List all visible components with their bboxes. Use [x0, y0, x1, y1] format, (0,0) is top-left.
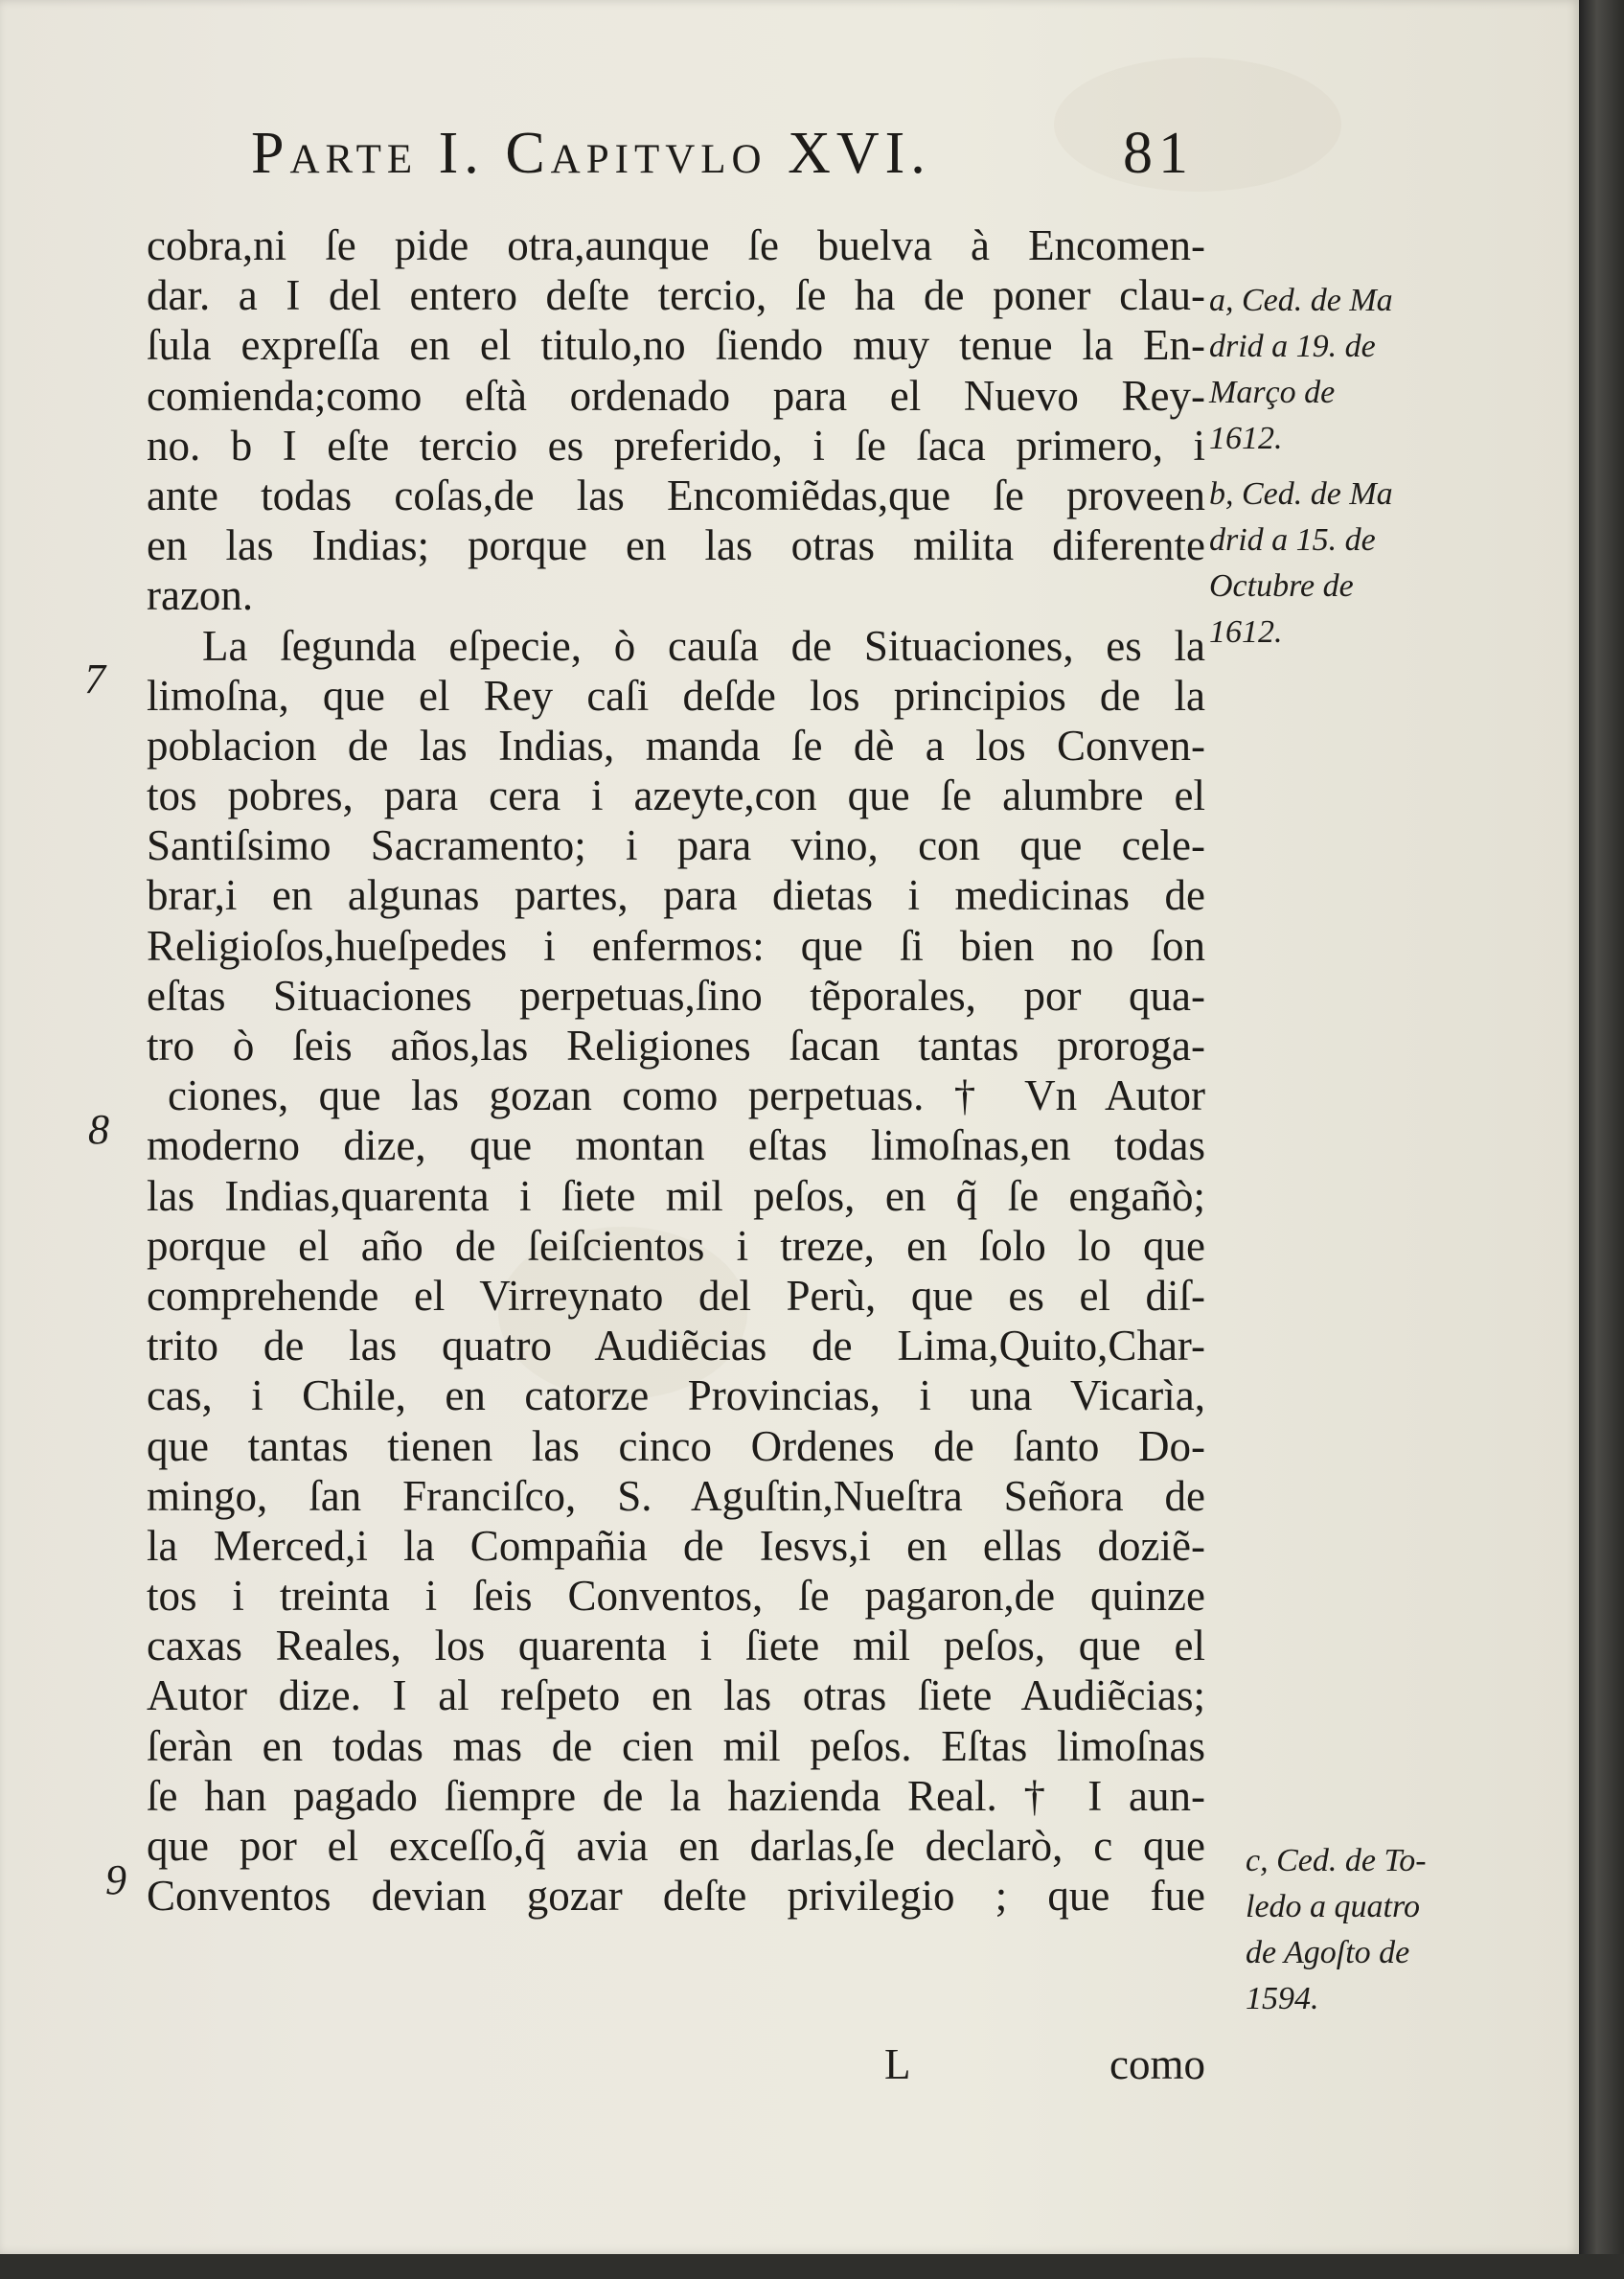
text-line: comienda;como eſtà ordenado para el Nuevo Rey-	[147, 371, 1205, 420]
margin-note-line: 1612.	[1209, 421, 1283, 456]
margin-note-line: c, Ced. de To-	[1246, 1843, 1427, 1878]
text-line: Conventos devian gozar deſte privilegio ; que fue	[147, 1872, 1205, 1921]
page-footer	[147, 2039, 1205, 2089]
text-line: cas, i Chile, en catorze Provincias, i una Vicarìa,	[147, 1371, 1205, 1420]
text-line: poblacion de las Indias, manda ſe dè a los Conven-	[147, 721, 1205, 770]
text-line: cobra,ni ſe pide otra,aunque ſe buelva à Encomen-	[147, 221, 1205, 269]
margin-note-line: b, Ced. de Ma	[1209, 476, 1393, 512]
text-line: tos pobres, para cera i azeyte,con que ſe alumbre el	[147, 771, 1205, 820]
margin-note-line: de Agoſto de	[1246, 1935, 1410, 1970]
main-text-column	[147, 220, 1205, 1921]
text-line: ſe han pagado ſiempre de la hazienda Real. † I aun-	[147, 1771, 1205, 1820]
text-line: moderno dize, que montan eſtas limoſnas,en todas	[147, 1121, 1205, 1170]
text-line: trito de las quatro Audiẽcias de Lima,Quito,Char-	[147, 1322, 1205, 1370]
text-line: Santiſsimo Sacramento; i para vino, con que cele-	[147, 821, 1205, 870]
text-line: ſula expreſſa en el titulo,no ſiendo muy tenue la En-	[147, 321, 1205, 370]
paragraph-number-9: 9	[105, 1856, 126, 1903]
margin-note-line: a, Ced. de Ma	[1209, 283, 1393, 318]
text-line: la Merced,i la Compañia de Iesvs,i en ellas doziẽ-	[147, 1521, 1205, 1570]
page-edge-shadow	[1579, 0, 1624, 2279]
text-line: dar. a I del entero deſte tercio, ſe ha de poner clau-	[147, 271, 1205, 320]
header-part: Parte I.	[251, 121, 485, 186]
page-number: 81	[1123, 121, 1194, 186]
margin-note-c	[1246, 1838, 1514, 2022]
text-line: ſeràn en todas mas de cien mil peſos. Eſtas limoſnas	[147, 1721, 1205, 1770]
margin-note-line: 1594.	[1246, 1981, 1319, 2016]
margin-note-line: drid a 19. de	[1209, 329, 1376, 364]
margin-note-b	[1209, 472, 1477, 656]
text-line: Religioſos,hueſpedes i enfermos: que ſi bien no ſon	[147, 921, 1205, 970]
text-line: razon.	[147, 571, 254, 620]
header-chapter: Capitvlo XVI.	[505, 121, 931, 186]
text-line: La ſegunda eſpecie, ò cauſa de Situaciones, es la	[202, 621, 1205, 670]
text-line: brar,i en algunas partes, para dietas i medicinas de	[147, 871, 1205, 920]
paragraph-number-7: 7	[84, 656, 105, 702]
text-line: ciones, que las gozan como perpetuas. † Vn Autor	[168, 1071, 1205, 1120]
signature-mark: L	[884, 2040, 911, 2088]
margin-note-line: ledo a quatro	[1246, 1889, 1420, 1924]
margin-note-line: drid a 15. de	[1209, 522, 1376, 558]
text-line: ante todas coſas,de las Encomiẽdas,que ſe proveen	[147, 471, 1205, 519]
catchword: como	[1109, 2040, 1205, 2088]
text-line: porque el año de ſeiſcientos i treze, en ſolo lo que	[147, 1221, 1205, 1270]
text-line: comprehende el Virreynato del Perù, que es el diſ-	[147, 1271, 1205, 1320]
text-line: eſtas Situaciones perpetuas,ſino tẽporales, por qua-	[147, 971, 1205, 1020]
text-line: que por el exceſſo,q̃ avia en darlas,ſe declarò, c que	[147, 1822, 1205, 1870]
text-line: en las Indias; porque en las otras milita diferente	[147, 521, 1205, 570]
text-line: tos i treinta i ſeis Conventos, ſe pagaron,de quinze	[147, 1572, 1205, 1621]
page-bottom-shadow	[0, 2254, 1624, 2279]
text-line: las Indias,quarenta i ſiete mil peſos, en q̃ ſe engañò;	[147, 1171, 1205, 1220]
margin-note-a	[1209, 278, 1477, 462]
text-line: que tantas tienen las cinco Ordenes de ſanto Do-	[147, 1421, 1205, 1470]
text-line: Autor dize. I al reſpeto en las otras ſiete Audiẽcias;	[147, 1671, 1205, 1720]
margin-note-line: Março de	[1209, 375, 1336, 410]
text-line: tro ò ſeis años,las Religiones ſacan tantas proroga-	[147, 1022, 1205, 1070]
text-line: mingo, ſan Franciſco, S. Aguſtin,Nueſtra Señora de	[147, 1471, 1205, 1520]
text-line: no. b I eſte tercio es preferido, i ſe ſaca primero, i	[147, 421, 1205, 470]
text-line: caxas Reales, los quarenta i ſiete mil peſos, que el	[147, 1622, 1205, 1670]
text-line: limoſna, que el Rey caſi deſde los principios de la	[147, 671, 1205, 720]
margin-note-line: Octubre de	[1209, 568, 1354, 604]
margin-note-line: 1612.	[1209, 614, 1283, 650]
paragraph-number-8: 8	[88, 1106, 109, 1153]
running-header	[251, 120, 1209, 196]
